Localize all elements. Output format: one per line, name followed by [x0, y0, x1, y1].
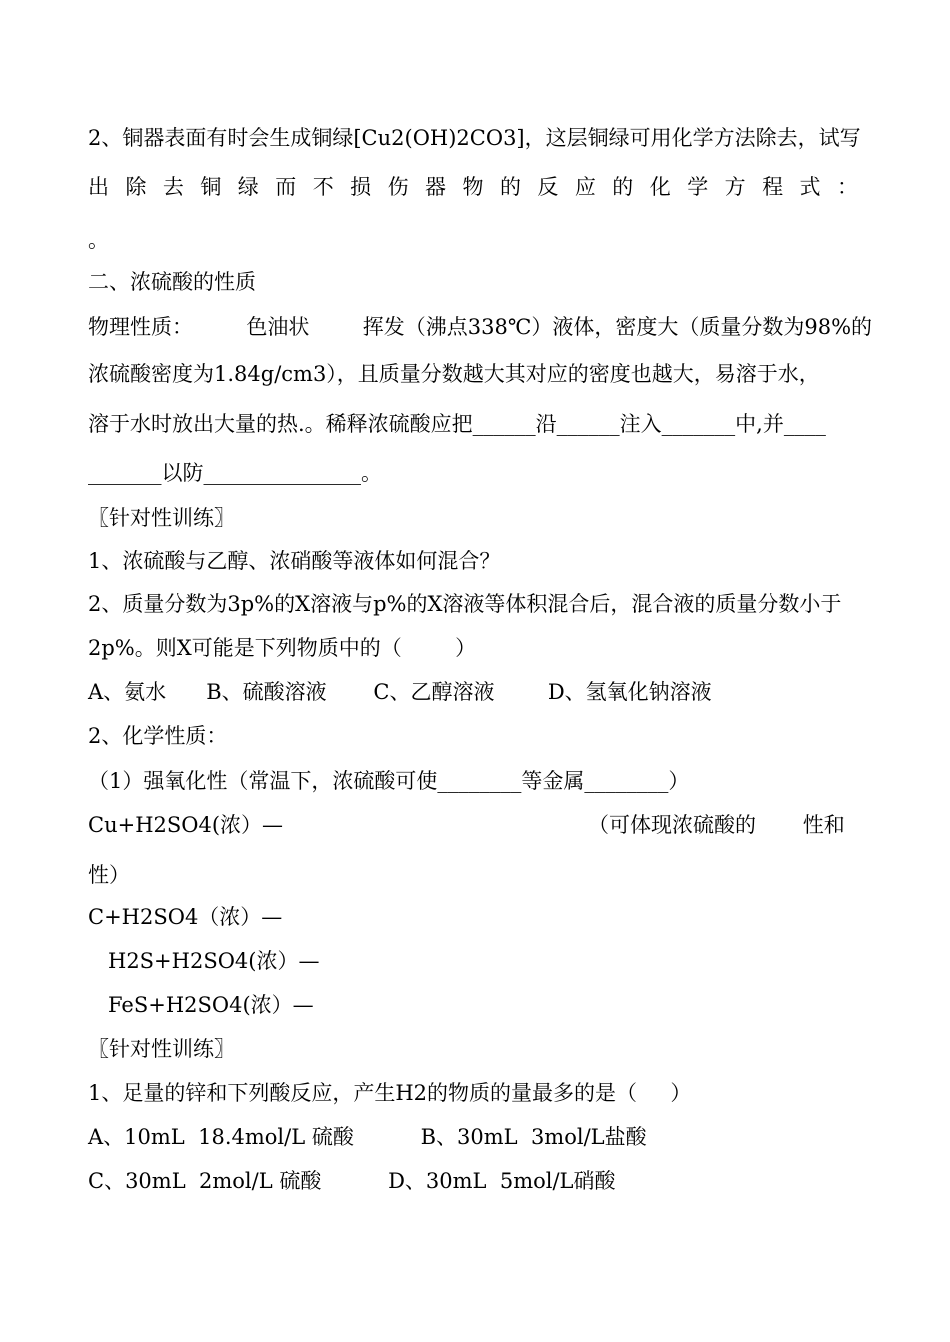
question-2-text-cont: 出除去铜绿而不损伤器物的反应的化学方程式： — [88, 175, 858, 199]
practice-question-zinc-options: A、10mL 18.4mol/L 硫酸 B、30mL 3mol/L盐酸 — [88, 1125, 647, 1149]
oxidizing-property: （1）强氧化性（常温下，浓硫酸可使________等金属________） — [88, 769, 690, 793]
practice-question-zinc-options-cont: C、30mL 2mol/L 硫酸 D、30mL 5mol/L硝酸 — [88, 1169, 616, 1193]
reaction-cu-note: （可体现浓硫酸的 性和 — [588, 813, 845, 837]
practice-question-2-cont: 2p%。则X可能是下列物质中的（ ） — [88, 636, 477, 660]
physical-properties-text: 物理性质： 色油状 挥发（沸点338℃）液体，密度大（质量分数为98%的 — [88, 315, 873, 339]
practice-heading-2: 〖针对性训练〗 — [88, 1037, 235, 1061]
reaction-h2s: H2S+H2SO4(浓）— — [108, 949, 320, 973]
reaction-fes: FeS+H2SO4(浓）— — [108, 993, 314, 1017]
reaction-cu: Cu+H2SO4(浓）— — [88, 813, 284, 837]
dilution-fill-blank: 溶于水时放出大量的热.。稀释浓硫酸应把______沿______注入_______中,并____ — [88, 412, 826, 436]
practice-question-1: 1、浓硫酸与乙醇、浓硝酸等液体如何混合？ — [88, 549, 501, 573]
reaction-c: C+H2SO4（浓）— — [88, 905, 283, 929]
section-heading: 二、浓硫酸的性质 — [88, 270, 256, 294]
practice-question-zinc: 1、足量的锌和下列酸反应，产生H2的物质的量最多的是（ ） — [88, 1081, 692, 1105]
physical-properties-text: 浓硫酸密度为1.84g/cm3），且质量分数越大其对应的密度也越大，易溶于水， — [88, 362, 820, 386]
question-2-text: 2、铜器表面有时会生成铜绿[Cu2(OH)2CO3]，这层铜绿可用化学方法除去，试写 — [88, 126, 861, 150]
answer-end-mark: 。 — [88, 228, 109, 252]
dilution-fill-blank-cont: _______以防_______________。 — [88, 461, 382, 485]
reaction-cu-note-cont: 性） — [88, 863, 130, 887]
practice-question-2: 2、质量分数为3p%的X溶液与p%的X溶液等体积混合后，混合液的质量分数小于 — [88, 592, 842, 616]
practice-heading: 〖针对性训练〗 — [88, 506, 235, 530]
practice-question-2-options: A、氨水 B、硫酸溶液 C、乙醇溶液 D、氢氧化钠溶液 — [88, 680, 712, 704]
chemical-properties-heading: 2、化学性质： — [88, 724, 228, 748]
